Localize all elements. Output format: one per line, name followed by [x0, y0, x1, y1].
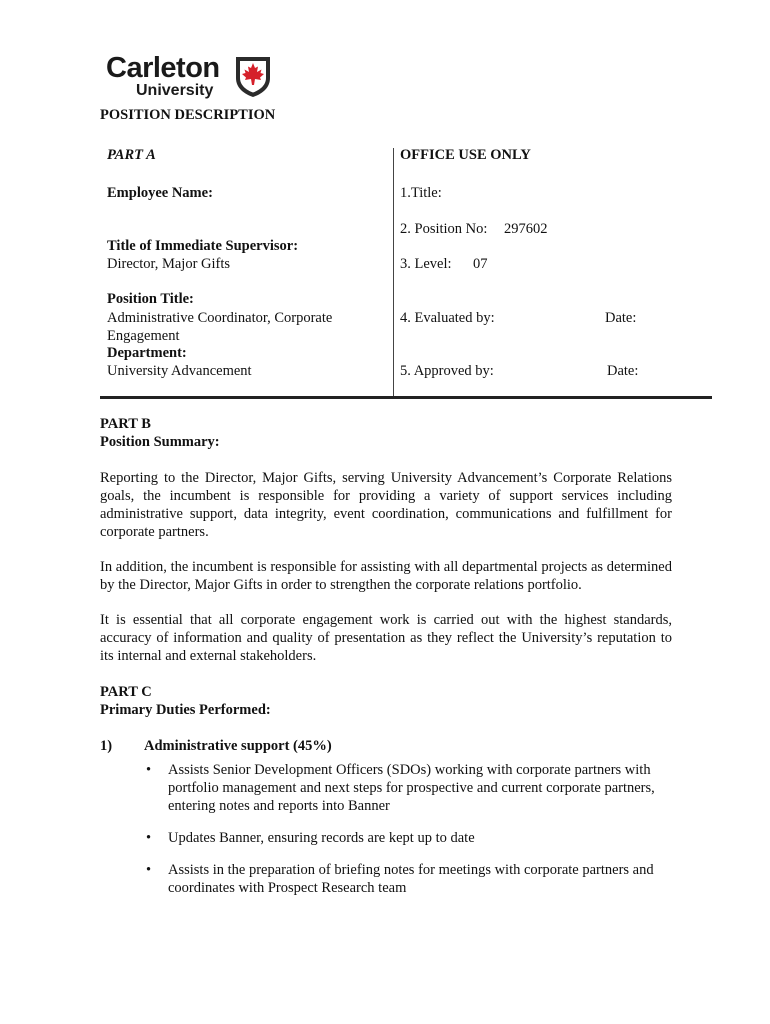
approved-by-label: 5. Approved by: — [400, 363, 494, 379]
section-divider — [100, 396, 712, 399]
primary-duties-heading: Primary Duties Performed: — [100, 702, 271, 718]
summary-paragraph-2: In addition, the incumbent is responsible for assisting with all departmental projects as determined by the Director, Major Gifts in order to strengthen the corporate relations portfolio. — [100, 559, 672, 593]
position-summary-heading: Position Summary: — [100, 434, 220, 450]
duty-bullet-list — [144, 761, 684, 911]
summary-paragraph-1: Reporting to the Director, Major Gifts, serving University Advancement’s Corporate Relations goals, the incumbent is responsible for providing a variety of support services including administrative support, data integrity, event coordination, communications and fulfillment for corporate partners. — [100, 470, 672, 540]
supervisor-label: Title of Immediate Supervisor: — [107, 238, 299, 254]
duty-number: 1) — [100, 738, 113, 754]
list-item-text: Updates Banner, ensuring records are kept up to date — [168, 830, 475, 846]
bullet-marker: • — [146, 862, 152, 878]
carleton-logo — [106, 52, 276, 102]
logo-wordmark-university: University — [136, 82, 214, 99]
list-item — [144, 829, 684, 847]
part-c-heading: PART C — [100, 684, 152, 700]
duty-title: Administrative support (45%) — [144, 738, 332, 754]
position-title-value-line1: Administrative Coordinator, Corporate — [107, 310, 333, 326]
evaluated-by-label: 4. Evaluated by: — [400, 310, 495, 326]
position-no-label: 2. Position No: — [400, 221, 488, 237]
office-use-heading: OFFICE USE ONLY — [400, 147, 531, 163]
evaluated-date-label: Date: — [605, 310, 637, 326]
list-item-text: Assists Senior Development Officers (SDOs) working with corporate partners with portfolio management and next steps for prospective and current corporate partners, entering notes and reports into Banner — [168, 762, 655, 814]
employee-name-label: Employee Name: — [107, 185, 213, 201]
list-item-text: Assists in the preparation of briefing notes for meetings with corporate partners and coordinates with Prospect Research team — [168, 862, 654, 896]
bullet-marker: • — [146, 830, 152, 846]
list-item — [144, 861, 684, 897]
position-title-label: Position Title: — [107, 291, 194, 307]
position-no-value: 297602 — [504, 221, 548, 237]
carleton-shield-maple-leaf-icon — [234, 54, 272, 98]
logo-wordmark-carleton: Carleton — [106, 52, 220, 84]
summary-paragraph-3: It is essential that all corporate engagement work is carried out with the highest standards, accuracy of information and quality of presentation as they reflect the University’s reputation to its internal and external stakeholders. — [100, 612, 672, 664]
office-title-label: 1.Title: — [400, 185, 442, 201]
part-b-heading: PART B — [100, 416, 151, 432]
position-title-value-line2: Engagement — [107, 328, 180, 344]
department-value: University Advancement — [107, 363, 252, 379]
column-divider — [393, 148, 394, 396]
part-a-heading: PART A — [107, 147, 156, 163]
document-title: POSITION DESCRIPTION — [100, 107, 276, 123]
supervisor-value: Director, Major Gifts — [107, 256, 231, 272]
department-label: Department: — [107, 345, 187, 361]
bullet-marker: • — [146, 762, 152, 778]
list-item — [144, 761, 684, 815]
level-label: 3. Level: — [400, 256, 452, 272]
approved-date-label: Date: — [607, 363, 639, 379]
level-value: 07 — [473, 256, 488, 272]
